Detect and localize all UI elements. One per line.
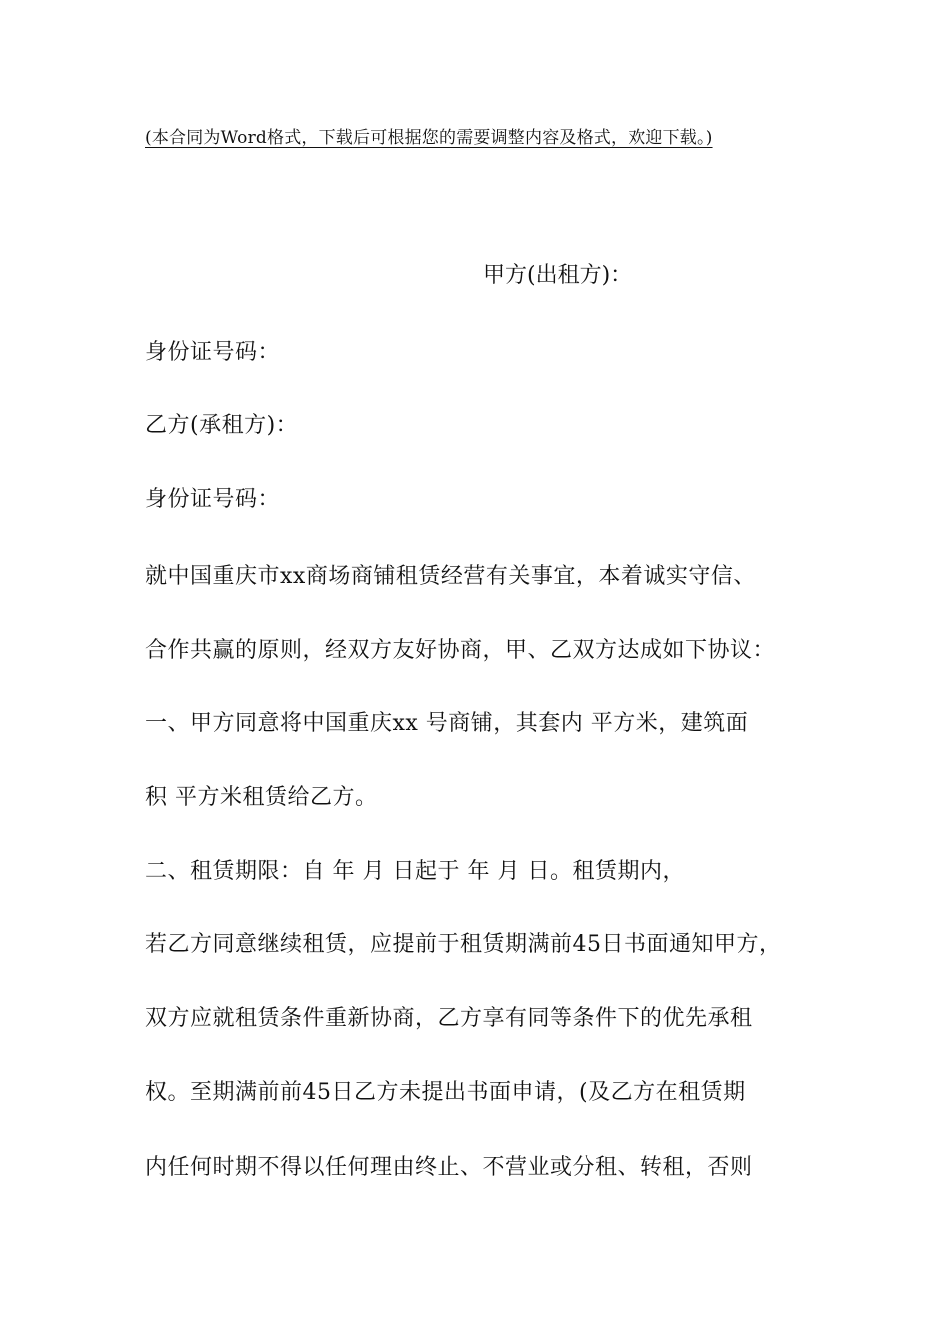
- contract-paragraph-line: 内任何时期不得以任何理由终止、不营业或分租、转租，否则: [145, 1155, 753, 1180]
- contract-paragraph-line: 合作共赢的原则，经双方友好协商，甲、乙双方达成如下协议：: [145, 638, 776, 663]
- contract-paragraph-line: 权。至期满前前45日乙方未提出书面申请，(及乙方在租赁期: [145, 1080, 746, 1105]
- party-a-label: 甲方(出租方)：: [483, 263, 633, 288]
- party-a-id-label: 身份证号码：: [145, 340, 281, 365]
- contract-paragraph-line: 双方应就租赁条件重新协商，乙方享有同等条件下的优先承租: [145, 1006, 753, 1031]
- download-notice: (本合同为Word格式，下载后可根据您的需要调整内容及格式，欢迎下载。): [145, 128, 713, 148]
- contract-paragraph-line: 若乙方同意继续租赁，应提前于租赁期满前45日书面通知甲方，: [145, 932, 782, 957]
- party-b-label: 乙方(承租方)：: [145, 413, 299, 438]
- contract-paragraph-line: 就中国重庆市xx商场商铺租赁经营有关事宜，本着诚实守信、: [145, 564, 756, 589]
- contract-paragraph-line: 二、租赁期限：自 年 月 日起于 年 月 日。租赁期内，: [145, 859, 685, 884]
- contract-paragraph-line: 积 平方米租赁给乙方。: [145, 785, 378, 810]
- contract-paragraph-line: 一、甲方同意将中国重庆xx 号商铺，其套内 平方米，建筑面: [145, 711, 749, 736]
- party-b-id-label: 身份证号码：: [145, 487, 281, 512]
